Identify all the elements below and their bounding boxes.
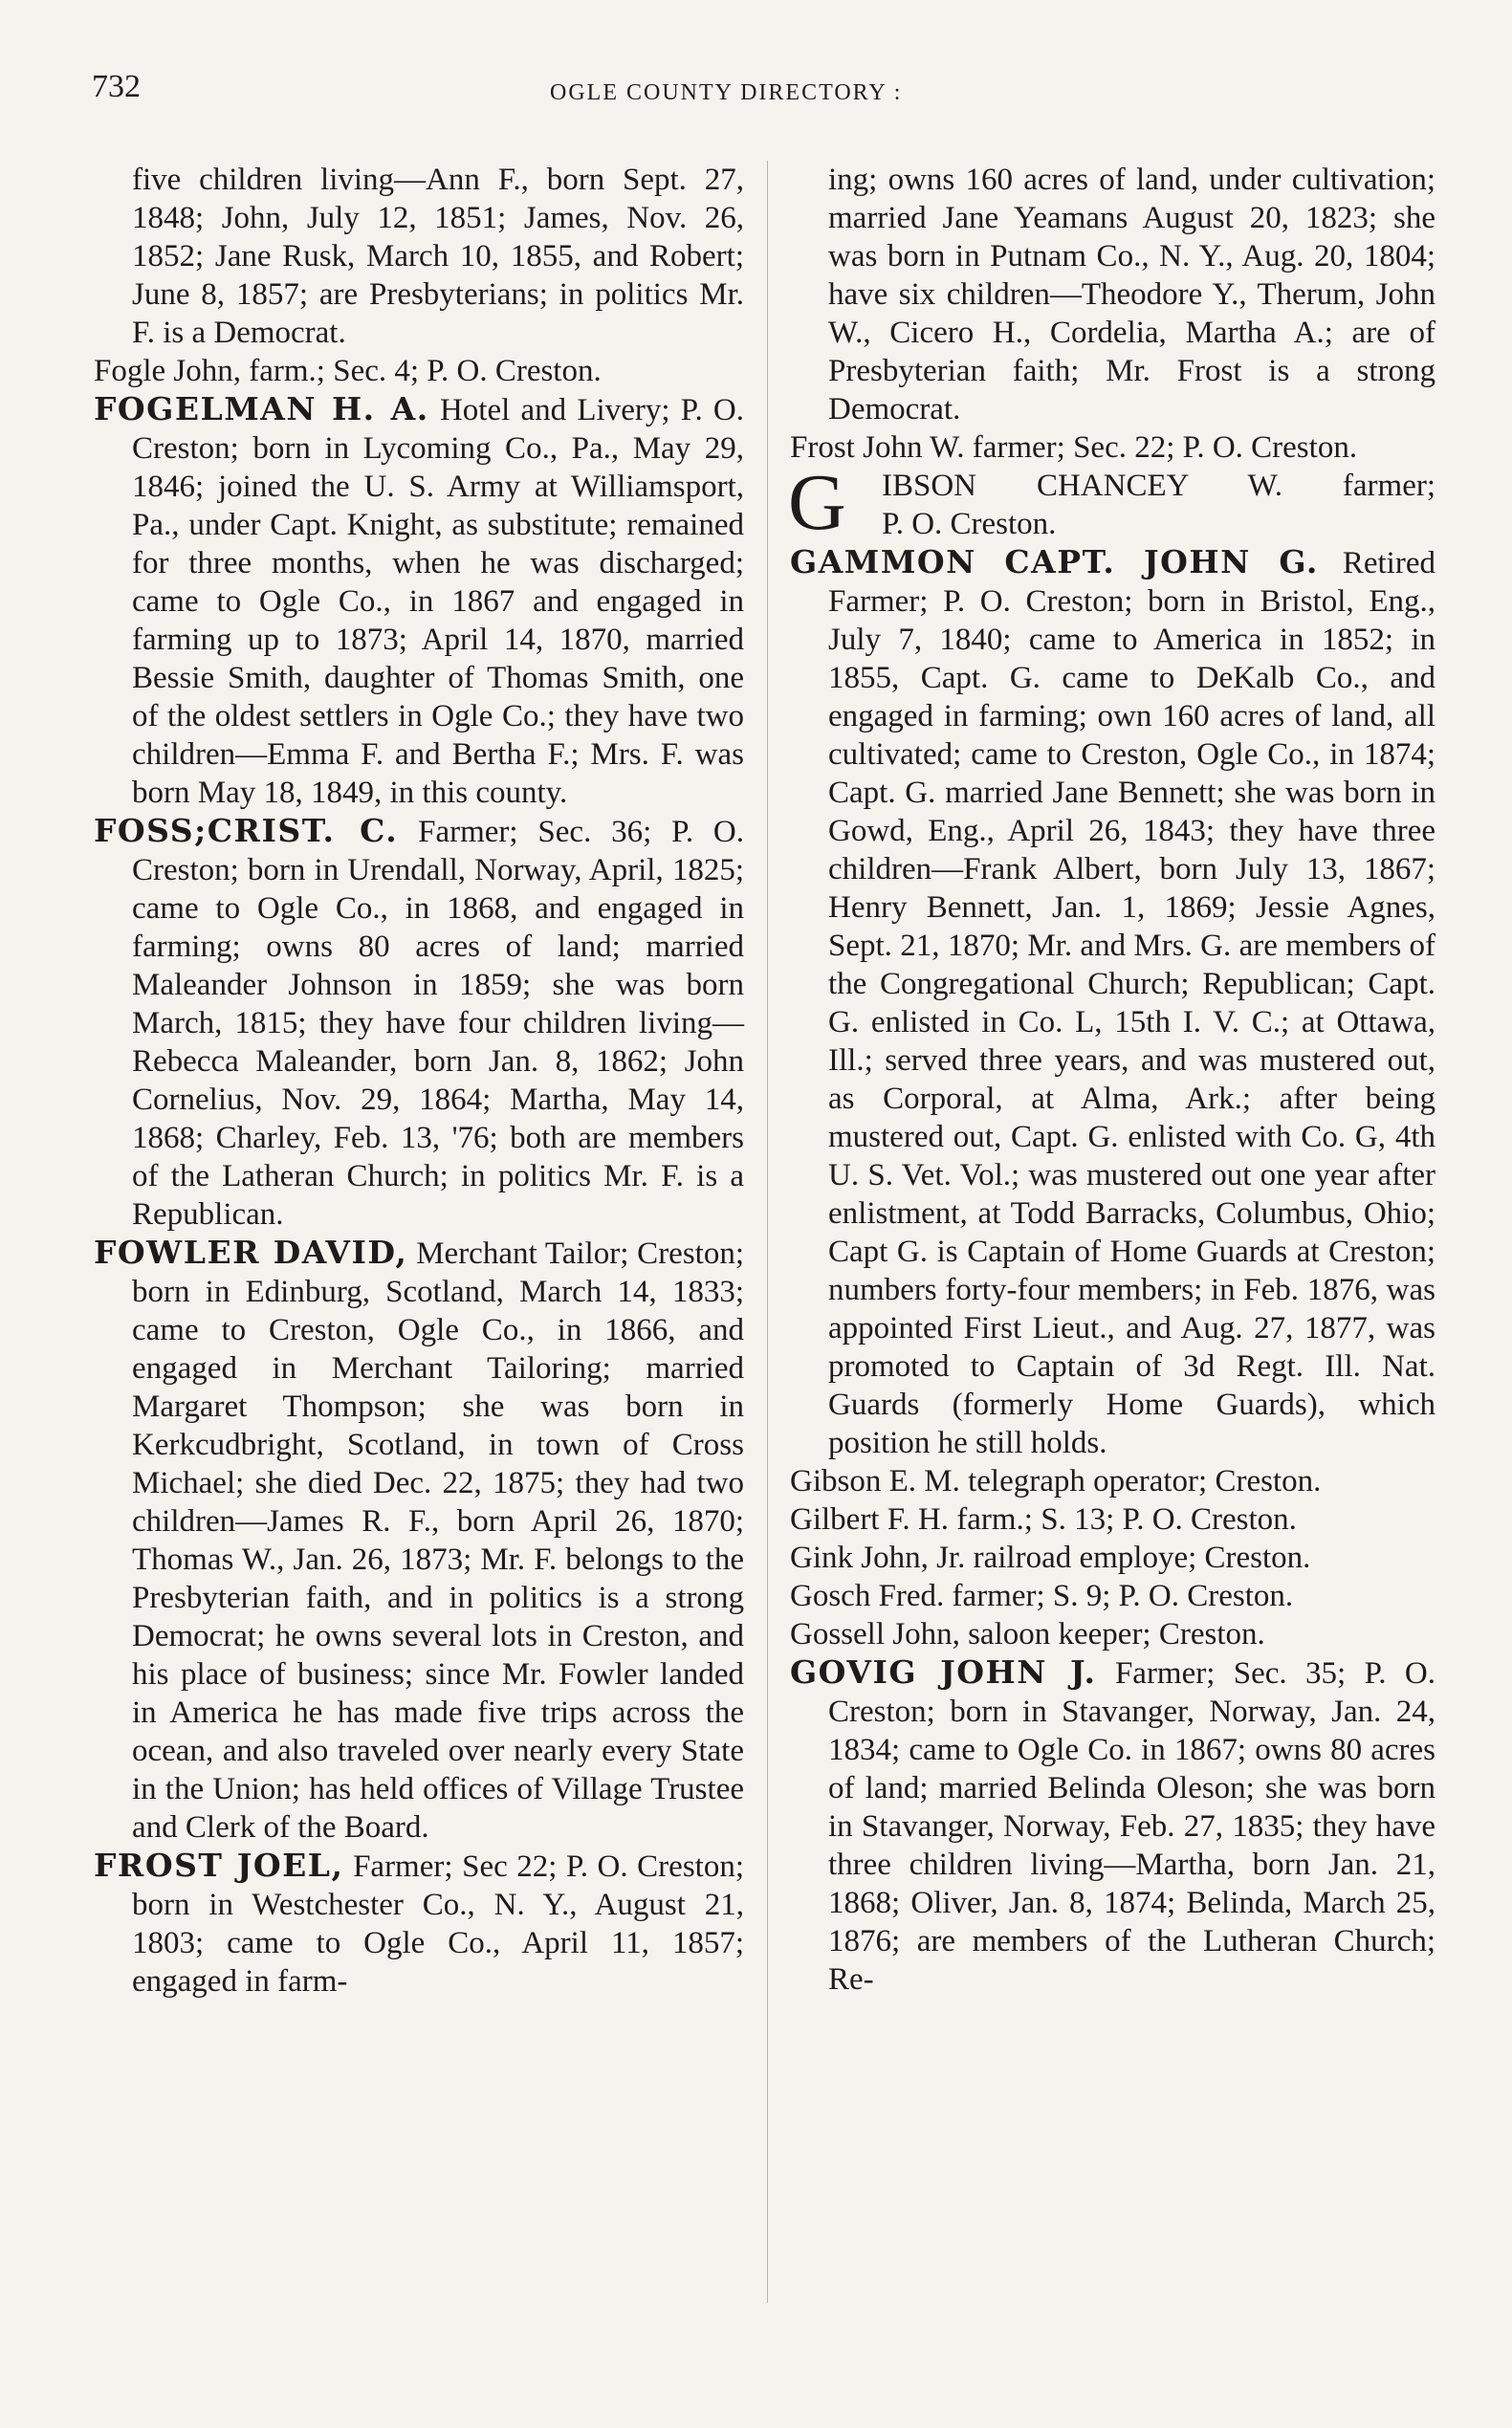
entry-gossell: Gossell John, saloon keeper; Creston. [790,1617,1265,1651]
entry-text: Retired Farmer; P. O. Creston; born in Bristol, Eng., July 7, 1840; came to America in 1852; in 1855, Capt. G. came to DeKalb Co., and engaged in farming; own 160 acres of land, all cultivated; came to Creston, Ogle Co., in 1874; Capt. G. married Jane Bennett; she was born in Gowd, Eng., April 26, 1843; they have three children—Frank Albert, born July 13, 1867; Henry Bennett, Jan. 1, 1869; Jessie Agnes, Sept. 21, 1870; Mr. and Mrs. G. are members of the Congregational Church; Republican; Capt. G. enlisted in Co. L, 15th I. V. C.; at Ottawa, Ill.; served three years, and was mustered out, as Corporal, at Alma, Ark.; after being mustered out, Capt. G. enlisted with Co. G, 4th U. S. Vet. Vol.; was mustered out one year after enlistment, at Todd Barracks, Columbus, Ohio; Capt G. is Captain of Home Guards at Creston; numbers forty-four members; in Feb. 1876, was appointed First Lieut., and Aug. 27, 1877, was promoted to Captain of 3d Regt. Ill. Nat. Guards (formerly Home Guards), which position he still holds. [828,546,1435,1460]
entry-text: Hotel and Livery; P. O. Creston; born in Lycoming Co., Pa., May 29, 1846; joined the U. S. Army at Williamsport, Pa., under Capt. Knight, as substitute; remained for three months, when he was discharged; came to Ogle Co., in 1867 and engaged in farming up to 1873; April 14, 1870, married Bessie Smith, daughter of Thomas Smith, one of the oldest settlers in Ogle Co.; they have two children—Emma F. and Bertha F.; Mrs. F. was born May 18, 1849, in this county. [132,393,745,810]
entry-text: P. O. Creston. [882,507,1057,541]
continued-entry: five children living—Ann F., born Sept. 27, 1848; John, July 12, 1851; James, Nov. 26, 1852; Jane Rusk, March 10, 1855, and Robert; June 8, 1857; are Presbyterians; in politics Mr. F. is a Democrat. [132,163,744,350]
drop-cap: G [788,458,846,547]
column-divider [767,161,768,2303]
entry-name: FOWLER DAVID, [94,1234,408,1271]
section-g-entry-gibson [788,458,1435,547]
entry-frost-joel [94,1847,744,2001]
entry-fosscrist [94,812,744,1234]
entry-gink: Gink John, Jr. railroad employe; Creston. [790,1541,1311,1575]
entry-frost-john: Frost John W. farmer; Sec. 22; P. O. Creston. [790,430,1358,465]
running-head: OGLE COUNTY DIRECTORY : [550,80,903,105]
entry-gosch: Gosch Fred. farmer; S. 9; P. O. Creston. [790,1579,1294,1613]
entry-name: GOVIG JOHN J. [790,1653,1097,1691]
entry-text: Farmer; Sec. 36; P. O. Creston; born in Urendall, Norway, April, 1825; came to Ogle Co., in 1868, and engaged in farming; owns 80 acres of land; married Maleander Johnson in 1859; she was born March, 1815; they have four children living—Rebecca Maleander, born Jan. 8, 1862; John Cornelius, Nov. 29, 1864; Martha, May 14, 1868; Charley, Feb. 13, '76; both are members of the Latheran Church; in politics Mr. F. is a Republican. [132,815,744,1232]
entry-text: IBSON CHANCEY W. farmer; [882,469,1435,503]
entry-name: FOSS;CRIST. C. [94,812,399,849]
entry-name: GAMMON CAPT. JOHN G. [790,543,1319,580]
entry-fogle-john: Fogle John, farm.; Sec. 4; P. O. Creston. [94,354,602,388]
entry-fogelman [94,390,744,812]
left-column [94,161,744,2001]
page-header [0,69,1512,117]
entry-text: Merchant Tailor; Creston; born in Edinburg, Scotland, March 14, 1833; came to Creston, Ogle Co., in 1866, and engaged in Merchant Tailoring; married Margaret Thompson; she was born in Kerkcudbright, Scotland, in town of Cross Michael; she died Dec. 22, 1875; they had two children—James R. F., born April 26, 1870; Thomas W., Jan. 26, 1873; Mr. F. belongs to the Presbyterian faith, and in politics is a strong Democrat; he owns several lots in Creston, and his place of business; since Mr. Fowler landed in America he has made five trips across the ocean, and also traveled over nearly every State in the Union; has held offices of Village Trustee and Clerk of the Board. [132,1236,745,1845]
entry-gilbert: Gilbert F. H. farm.; S. 13; P. O. Creston. [790,1502,1297,1537]
entry-gibson-e: Gibson E. M. telegraph operator; Creston. [790,1464,1322,1498]
right-column [790,161,1435,1999]
entry-text: Farmer; Sec 22; P. O. Creston; born in Westchester Co., N. Y., August 21, 1803; came to Ogle Co., April 11, 1857; engaged in farm- [132,1849,744,1999]
page-number: 732 [92,69,141,104]
entry-name: FOGELMAN H. A. [94,390,429,427]
entry-gammon [790,543,1435,1462]
entry-name: FROST JOEL, [94,1847,344,1884]
entry-text: Farmer; Sec. 35; P. O. Creston; born in Stavanger, Norway, Jan. 24, 1834; came to Ogle Co. in 1867; owns 80 acres of land; married Belinda Oleson; she was born in Stavanger, Norway, Feb. 27, 1835; they have three children living—Martha, born Jan. 21, 1868; Oliver, Jan. 8, 1874; Belinda, March 25, 1876; are members of the Lutheran Church; Re- [828,1656,1436,1997]
continued-entry: ing; owns 160 acres of land, under cultivation; married Jane Yeamans August 20, 1823; she was born in Putnam Co., N. Y., Aug. 20, 1804; have six children—Theodore Y., Therum, John W., Cicero H., Cordelia, Martha A.; are of Presbyterian faith; Mr. Frost is a strong Democrat. [828,163,1435,427]
entry-fowler [94,1234,744,1847]
entry-govig [790,1653,1435,1999]
